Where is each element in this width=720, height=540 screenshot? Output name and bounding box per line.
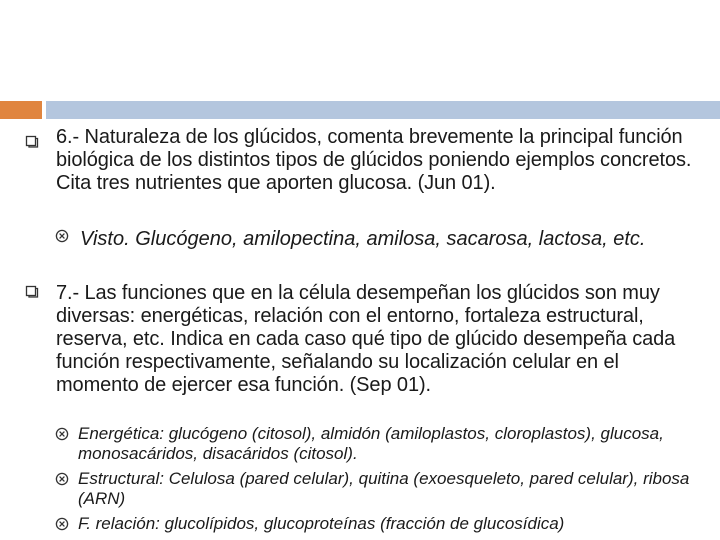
circle-x-bullet-icon <box>55 517 69 531</box>
answer-7-estructural: Estructural: Celulosa (pared celular), quitina (exoesqueleto, pared celular), ribosa (ARN) <box>78 469 690 508</box>
answer-7-relacion: F. relación: glucolípidos, glucoproteínas (fracción de glucosídica) <box>78 514 565 533</box>
answer-6-text: Visto. Glucógeno, amilopectina, amilosa, sacarosa, lactosa, etc. <box>80 228 646 250</box>
circle-x-bullet-icon <box>55 427 69 441</box>
square-bullet-icon <box>25 284 39 298</box>
question-6-text: 6.- Naturaleza de los glúcidos, comenta brevemente la principal función biológica de los distintos tipos de glúcidos poniendo ejemplos concretos. Cita tres nutrientes que aporten glucosa. (Jun 01). <box>56 126 692 194</box>
answer-7-energetica: Energética: glucógeno (citosol), almidón (amiloplastos, cloroplastos), glucosa, monosacáridos, disacáridos (citosol). <box>78 424 664 463</box>
circle-x-bullet-icon <box>55 229 69 243</box>
circle-x-bullet-icon <box>55 472 69 486</box>
square-bullet-icon <box>25 134 39 148</box>
question-7-text: 7.- Las funciones que en la célula desempeñan los glúcidos son muy diversas: energéticas, relación con el entorno, fortaleza estructural, reserva, etc. Indica en cada caso qué tipo de glúcido desempeña cada función respectivamente, señalando su localización celular en el momento de ejercer esa función. (Sep 01). <box>56 282 676 396</box>
